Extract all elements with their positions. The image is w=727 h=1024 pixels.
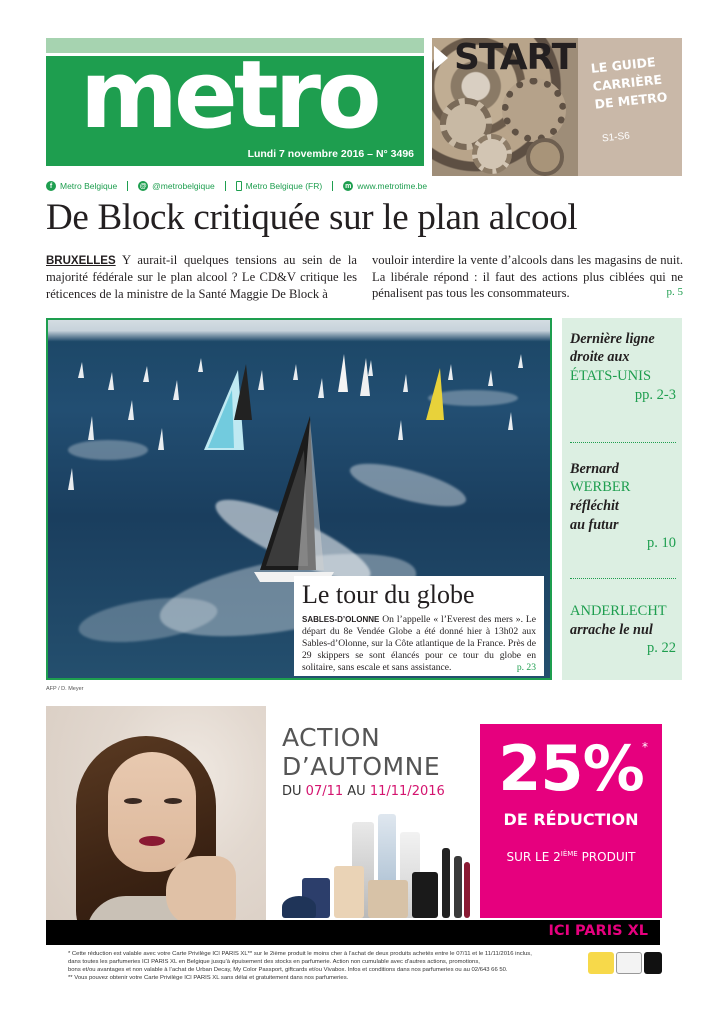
ad-brand: ICI PARIS XL (548, 923, 648, 939)
social-facebook[interactable] (46, 181, 117, 191)
ad-discount-panel[interactable] (480, 724, 662, 918)
teaser-page-reference: pp. 2-3 (634, 386, 676, 403)
social-label: Metro Belgique (60, 181, 118, 191)
teaser-highlight: ANDERLECHT (570, 603, 667, 619)
lead-kicker: BRUXELLES (46, 255, 116, 267)
ad-products-illustration (282, 810, 472, 918)
masthead-top-band (46, 38, 424, 53)
badge-icon (588, 952, 614, 974)
ad-hand (166, 856, 236, 926)
caption-title[interactable]: Le tour du globe (302, 580, 475, 609)
ad-model-photo[interactable] (46, 706, 266, 945)
divider (225, 181, 226, 191)
masthead (46, 56, 424, 166)
ad-reduction: DE RÉDUCTION (503, 810, 639, 829)
ad-fine-print (68, 950, 584, 983)
ad-eye (124, 798, 142, 804)
teaser-text: Bernard (570, 461, 619, 477)
caption-body (302, 614, 536, 674)
start-title: START (454, 38, 576, 78)
phone-icon (236, 181, 242, 191)
caption-page-reference[interactable]: p. 23 (516, 661, 536, 673)
start-promo[interactable] (432, 38, 682, 176)
social-bar (46, 178, 682, 194)
social-app[interactable] (236, 181, 323, 191)
lead-text-right: vouloir interdire la vente d’alcools dans les magasins de nuit. La libérale répond : il faut des actions plus ciblées qui ne pénalisent pas tous les consommateurs. (372, 253, 683, 301)
ad-eye (164, 798, 182, 804)
badge-icon (616, 952, 642, 974)
teaser-text: droite aux (570, 349, 630, 366)
metro-icon: m (345, 182, 352, 190)
ad-date-from: 07/11 (305, 784, 344, 799)
ad-subtitle (480, 850, 662, 864)
ad-dates-prefix: DU (282, 784, 302, 799)
ad-title-line: D’AUTOMNE (282, 751, 441, 781)
teaser-werber[interactable] (570, 460, 676, 553)
teaser-page-reference: p. 10 (647, 535, 676, 552)
fine-print-line: * Cette réduction est valable avec votre Carte Privilège ICI PARIS XL** sur le 2ième produit le moins cher à l’achat de deux produits achetés entre le 07/11 et le 11/11/2016 inclus, (68, 951, 532, 957)
guide-line: CARRIÈRE (591, 71, 663, 94)
ad-asterisk: * (642, 740, 648, 754)
page-reference[interactable]: p. 5 (666, 286, 683, 299)
teaser-highlight: ÉTATS-UNIS (570, 367, 652, 384)
social-website[interactable] (343, 181, 427, 191)
start-arrow-icon (434, 46, 448, 70)
fine-print-line: bons et/ou avantages et non valable à l’achat de Urban Decay, My Color Passport, giftcards et/ou Vivabox. Infos et conditions dans nos parfumeries ou au 02/643 66 50. (68, 967, 508, 974)
divider (570, 578, 676, 579)
teaser-usa[interactable] (570, 330, 676, 405)
caption-text: On l’appelle « l’Everest des mers ». Le départ du 8e Vendée Globe a été donné hier à 13h02 aux Sables-d’Olonne, sur la Côte atlantique de la France. Près de 29 skippers se sont élancés pour ce tour du globe en solitaire, sans escale et sans assistance. (302, 613, 536, 673)
fine-print-line: dans toutes les parfumeries ICI PARIS XL en Belgique jusqu’à épuisement des stocks en parfumerie. Action non cumulable avec d’autres actions, promotions, (68, 959, 480, 966)
guide-pages: S1-S6 (601, 130, 631, 145)
guide-line: DE METRO (593, 89, 669, 112)
facebook-icon: f (46, 181, 56, 191)
fine-print-line: ** Vous pouvez obtenir votre Carte Privilège ICI PARIS XL sans délai et gratuitement dans nos parfumeries. (68, 975, 349, 982)
lead-paragraph-left (46, 252, 357, 302)
sailing-race-photo[interactable] (46, 318, 552, 680)
lead-text-left: Y aurait-il quelques tensions au sein de la majorité fédérale sur le plan alcool ? Le CD&V critique les réticences de la ministre de la Santé Maggie De Block à (46, 253, 357, 301)
social-twitter[interactable] (138, 181, 215, 191)
ad-lips (139, 836, 165, 846)
ad-face (108, 752, 196, 872)
ad-brand-bar[interactable] (46, 920, 660, 945)
ad-dates-mid: AU (347, 784, 366, 799)
ad-date-to: 11/11/2016 (369, 784, 445, 799)
sidebar-teasers (562, 318, 682, 680)
social-label: @metrobelgique (152, 181, 215, 191)
divider (570, 442, 676, 443)
photo-caption (294, 576, 544, 676)
teaser-text: arrache le nul (570, 621, 653, 638)
career-guide-label (590, 51, 682, 114)
ad-title-line: ACTION (282, 723, 381, 752)
teaser-page-reference: p. 22 (647, 640, 676, 657)
divider (332, 181, 333, 191)
ad-percent: 25% (498, 732, 644, 805)
ad-sub-suffix: PRODUIT (581, 850, 636, 864)
twitter-icon: @ (139, 182, 147, 190)
lead-paragraph-right (372, 252, 683, 302)
divider (127, 181, 128, 191)
ad-dates (282, 784, 445, 799)
main-headline[interactable]: De Block critiquée sur le plan alcool (46, 197, 578, 238)
badge-icon (644, 952, 662, 974)
teaser-text: Dernière ligne (570, 331, 655, 347)
ad-title (282, 724, 440, 782)
ad-sub-sup: IÈME (560, 850, 578, 858)
caption-kicker: SABLES-D’OLONNE (302, 614, 380, 624)
masthead-logo: metro (80, 56, 378, 150)
teaser-text: réfléchit (570, 498, 619, 515)
issue-date: Lundi 7 novembre 2016 – N° 3496 (247, 148, 414, 160)
photo-credit: AFP / D. Meyer (46, 686, 84, 692)
teaser-highlight: WERBER (570, 479, 631, 496)
guide-line: LE GUIDE (590, 54, 657, 76)
social-label: Metro Belgique (FR) (245, 181, 323, 191)
social-label: www.metrotime.be (357, 181, 428, 191)
teaser-text: au futur (570, 516, 619, 533)
ad-sub-prefix: SUR LE 2 (506, 850, 561, 864)
teaser-anderlecht[interactable] (570, 602, 676, 658)
